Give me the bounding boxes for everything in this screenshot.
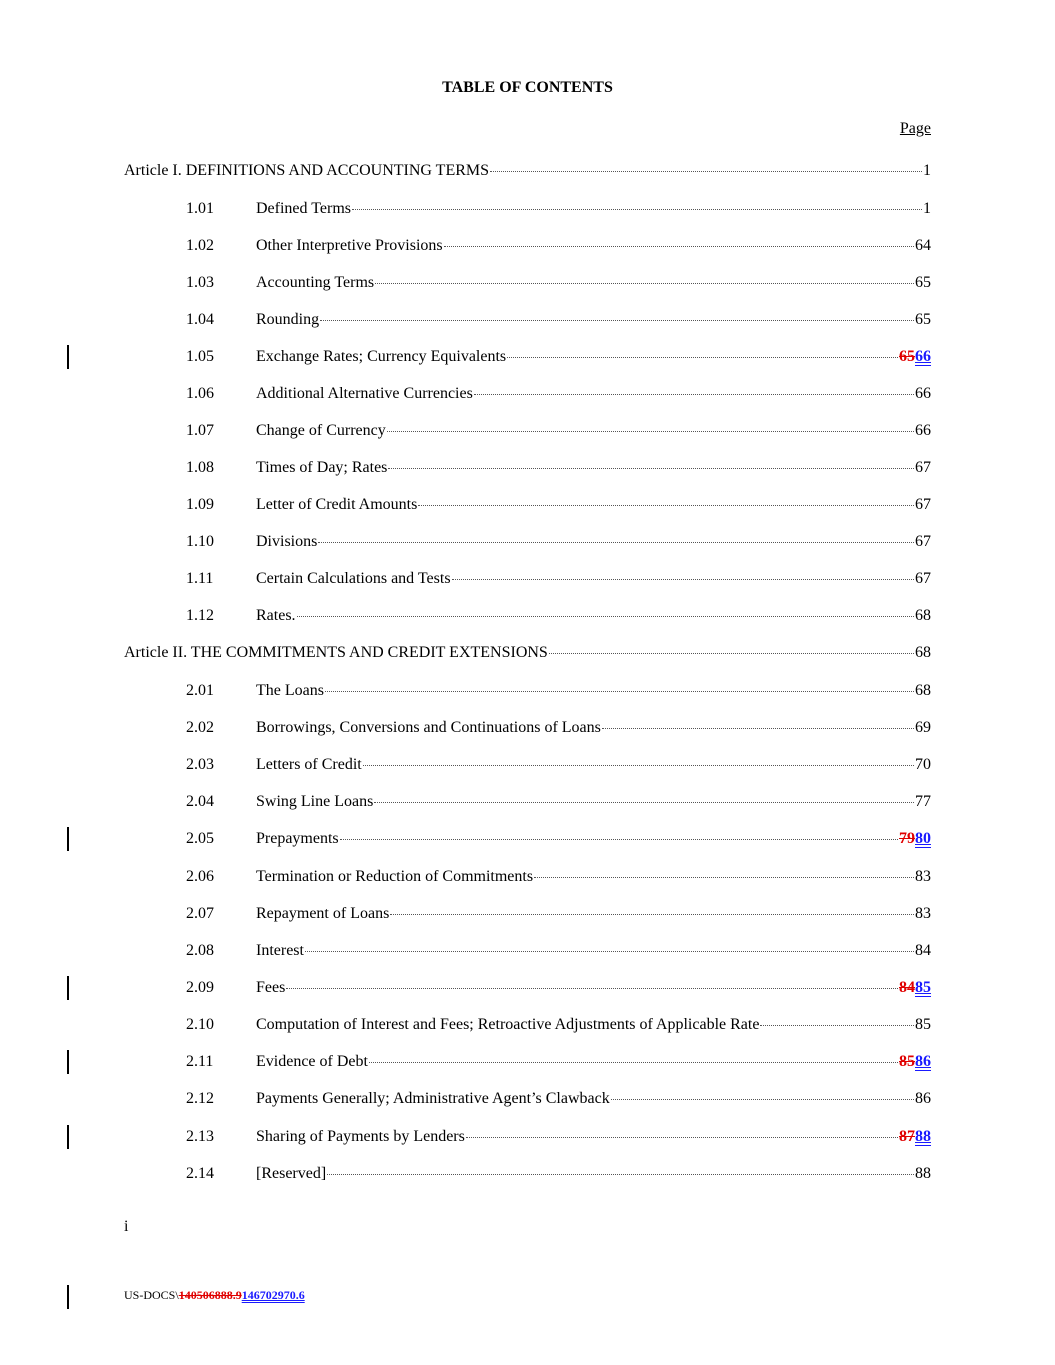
toc-section-entry[interactable] bbox=[0, 383, 1055, 405]
toc-section-entry[interactable] bbox=[0, 1163, 1055, 1185]
section-number: 1.07 bbox=[186, 422, 214, 439]
page-number: 69 bbox=[915, 719, 931, 736]
page-number: 64 bbox=[915, 237, 931, 254]
toc-section-entry[interactable] bbox=[0, 1051, 1055, 1073]
toc-entry-line bbox=[256, 1126, 931, 1148]
entry-title: Article II. THE COMMITMENTS AND CREDIT EXTENSIONS bbox=[124, 644, 548, 661]
page-number: 67 bbox=[915, 496, 931, 513]
page-number: 68 bbox=[915, 644, 931, 661]
entry-title: Interest bbox=[256, 942, 304, 959]
page-number: 67 bbox=[915, 459, 931, 476]
section-number: 1.09 bbox=[186, 496, 214, 513]
toc-entry-line bbox=[256, 940, 931, 962]
toc-article-entry[interactable] bbox=[0, 160, 1055, 182]
toc-section-entry[interactable] bbox=[0, 977, 1055, 999]
section-number: 1.04 bbox=[186, 311, 214, 328]
page-number: 83 bbox=[915, 905, 931, 922]
dot-leader bbox=[490, 171, 922, 172]
entry-title: Rates. bbox=[256, 607, 296, 624]
toc-article-entry[interactable] bbox=[0, 642, 1055, 664]
entry-title: Accounting Terms bbox=[256, 274, 375, 291]
dot-leader bbox=[340, 839, 898, 840]
section-number: 2.05 bbox=[186, 830, 214, 847]
entry-title: Letters of Credit bbox=[256, 756, 362, 773]
dot-leader bbox=[507, 357, 898, 358]
toc-entry-line bbox=[256, 272, 931, 294]
page-number: 66 bbox=[915, 422, 931, 439]
section-number: 2.08 bbox=[186, 942, 214, 959]
toc-section-entry[interactable] bbox=[0, 420, 1055, 442]
toc-section-entry[interactable] bbox=[0, 531, 1055, 553]
toc-section-entry[interactable] bbox=[0, 309, 1055, 331]
entry-title: Computation of Interest and Fees; Retroactive Adjustments of Applicable Rate bbox=[256, 1016, 760, 1033]
toc-entry-line bbox=[256, 1163, 931, 1185]
toc-entry-line bbox=[256, 1014, 931, 1036]
toc-section-entry[interactable] bbox=[0, 272, 1055, 294]
toc-entry-line bbox=[256, 717, 931, 739]
page-number: 65 bbox=[915, 311, 931, 328]
page-number: 1 bbox=[923, 162, 931, 179]
toc-entry-line bbox=[256, 828, 931, 850]
dot-leader bbox=[418, 505, 914, 506]
entry-title: Letter of Credit Amounts bbox=[256, 496, 418, 513]
section-number: 2.12 bbox=[186, 1090, 214, 1107]
toc-entry-line bbox=[256, 903, 931, 925]
change-bar bbox=[67, 1050, 69, 1074]
toc-section-entry[interactable] bbox=[0, 754, 1055, 776]
dot-leader bbox=[320, 320, 914, 321]
section-number: 1.10 bbox=[186, 533, 214, 550]
dot-leader bbox=[549, 653, 914, 654]
toc-section-entry[interactable] bbox=[0, 494, 1055, 516]
toc-section-entry[interactable] bbox=[0, 680, 1055, 702]
entry-title: [Reserved] bbox=[256, 1165, 327, 1182]
toc-entry-line bbox=[256, 420, 931, 442]
page-number bbox=[899, 346, 931, 368]
document-footer bbox=[124, 1288, 305, 1303]
toc-entry-line bbox=[256, 309, 931, 331]
dot-leader bbox=[305, 951, 914, 952]
dot-leader bbox=[374, 802, 914, 803]
section-number: 2.04 bbox=[186, 793, 214, 810]
entry-title: Defined Terms bbox=[256, 200, 351, 217]
section-number: 1.06 bbox=[186, 385, 214, 402]
toc-section-entry[interactable] bbox=[0, 1014, 1055, 1036]
dot-leader bbox=[534, 877, 914, 878]
deleted-page-number: 84 bbox=[899, 979, 915, 996]
dot-leader bbox=[474, 394, 914, 395]
page-number: 65 bbox=[915, 274, 931, 291]
section-number: 2.02 bbox=[186, 719, 214, 736]
dot-leader bbox=[388, 468, 914, 469]
dot-leader bbox=[390, 914, 914, 915]
toc-entry-line bbox=[256, 791, 931, 813]
footer-deleted-id: 140506888.9 bbox=[178, 1288, 242, 1302]
toc-section-entry[interactable] bbox=[0, 605, 1055, 627]
section-number: 2.10 bbox=[186, 1016, 214, 1033]
dot-leader bbox=[286, 988, 898, 989]
entry-title: Termination or Reduction of Commitments bbox=[256, 868, 534, 885]
toc-entry-line bbox=[256, 1088, 931, 1110]
dot-leader bbox=[297, 616, 914, 617]
toc-section-entry[interactable] bbox=[0, 1088, 1055, 1110]
entry-title: Evidence of Debt bbox=[256, 1053, 368, 1070]
dot-leader bbox=[318, 542, 914, 543]
entry-title: Payments Generally; Administrative Agent’s Clawback bbox=[256, 1090, 610, 1107]
entry-title: Repayment of Loans bbox=[256, 905, 390, 922]
entry-title: Times of Day; Rates bbox=[256, 459, 388, 476]
page-number: 66 bbox=[915, 385, 931, 402]
page-title: TABLE OF CONTENTS bbox=[442, 79, 613, 96]
entry-title: Other Interpretive Provisions bbox=[256, 237, 443, 254]
page-number: 84 bbox=[915, 942, 931, 959]
toc-section-entry[interactable] bbox=[0, 346, 1055, 368]
toc-entry-line bbox=[256, 754, 931, 776]
entry-title: Prepayments bbox=[256, 830, 339, 847]
footer-doc-prefix: US-DOCS\ bbox=[124, 1288, 179, 1302]
toc-section-entry[interactable] bbox=[0, 198, 1055, 220]
dot-leader bbox=[352, 209, 922, 210]
entry-title: Sharing of Payments by Lenders bbox=[256, 1128, 465, 1145]
page-number: 86 bbox=[915, 1090, 931, 1107]
page-number bbox=[899, 1051, 931, 1073]
page-number bbox=[899, 1126, 931, 1148]
toc-entry-line bbox=[256, 235, 931, 257]
section-number: 2.01 bbox=[186, 682, 214, 699]
page-number: 88 bbox=[915, 1165, 931, 1182]
deleted-page-number: 79 bbox=[899, 830, 915, 847]
inserted-page-number: 86 bbox=[915, 1053, 931, 1070]
dot-leader bbox=[375, 283, 914, 284]
dot-leader bbox=[363, 765, 914, 766]
page-number: 83 bbox=[915, 868, 931, 885]
inserted-page-number: 80 bbox=[915, 830, 931, 847]
entry-title: Article I. DEFINITIONS AND ACCOUNTING TERMS bbox=[124, 162, 490, 179]
dot-leader bbox=[602, 728, 914, 729]
footer-inserted-id: 146702970.6 bbox=[241, 1288, 305, 1302]
section-number: 1.03 bbox=[186, 274, 214, 291]
change-bar bbox=[67, 1125, 69, 1149]
dot-leader bbox=[387, 431, 914, 432]
entry-title: Rounding bbox=[256, 311, 320, 328]
section-number: 1.11 bbox=[186, 570, 214, 587]
deleted-page-number: 85 bbox=[899, 1053, 915, 1070]
entry-title: The Loans bbox=[256, 682, 324, 699]
section-number: 1.08 bbox=[186, 459, 214, 476]
toc-section-entry[interactable] bbox=[0, 828, 1055, 850]
dot-leader bbox=[760, 1025, 914, 1026]
change-bar bbox=[67, 1285, 69, 1309]
section-number: 2.13 bbox=[186, 1128, 214, 1145]
toc-entry-line bbox=[256, 346, 931, 368]
toc-section-entry[interactable] bbox=[0, 903, 1055, 925]
entry-title: Divisions bbox=[256, 533, 318, 550]
toc-section-entry[interactable] bbox=[0, 940, 1055, 962]
page-number: 85 bbox=[915, 1016, 931, 1033]
section-number: 1.12 bbox=[186, 607, 214, 624]
entry-title: Borrowings, Conversions and Continuations of Loans bbox=[256, 719, 601, 736]
page-number: 68 bbox=[915, 607, 931, 624]
deleted-page-number: 87 bbox=[899, 1128, 915, 1145]
page-column-header: Page bbox=[899, 120, 931, 137]
page-number: 67 bbox=[915, 533, 931, 550]
entry-title: Certain Calculations and Tests bbox=[256, 570, 451, 587]
toc-section-entry[interactable] bbox=[0, 235, 1055, 257]
dot-leader bbox=[444, 246, 914, 247]
entry-title: Change of Currency bbox=[256, 422, 386, 439]
section-number: 1.05 bbox=[186, 348, 214, 365]
toc-section-entry[interactable] bbox=[0, 457, 1055, 479]
deleted-page-number: 65 bbox=[899, 348, 915, 365]
section-number: 2.03 bbox=[186, 756, 214, 773]
toc-section-entry[interactable] bbox=[0, 568, 1055, 590]
page-number: 67 bbox=[915, 570, 931, 587]
inserted-page-number: 66 bbox=[915, 348, 931, 365]
page-number: 70 bbox=[915, 756, 931, 773]
inserted-page-number: 88 bbox=[915, 1128, 931, 1145]
toc-entry-line bbox=[256, 568, 931, 590]
toc-entry-line bbox=[256, 680, 931, 702]
page-number: 1 bbox=[923, 200, 931, 217]
change-bar bbox=[67, 976, 69, 1000]
page-number bbox=[899, 977, 931, 999]
section-number: 1.02 bbox=[186, 237, 214, 254]
change-bar bbox=[67, 827, 69, 851]
dot-leader bbox=[369, 1062, 898, 1063]
page-folio: i bbox=[124, 1218, 129, 1235]
entry-title: Exchange Rates; Currency Equivalents bbox=[256, 348, 507, 365]
change-bar bbox=[67, 345, 69, 369]
toc-entry-line bbox=[256, 531, 931, 553]
section-number: 2.06 bbox=[186, 868, 214, 885]
section-number: 2.09 bbox=[186, 979, 214, 996]
toc-entry-line bbox=[256, 866, 931, 888]
dot-leader bbox=[466, 1137, 898, 1138]
page-number: 77 bbox=[915, 793, 931, 810]
toc-entry-line bbox=[124, 160, 931, 182]
section-number: 2.07 bbox=[186, 905, 214, 922]
toc-section-entry[interactable] bbox=[0, 717, 1055, 739]
entry-title: Additional Alternative Currencies bbox=[256, 385, 473, 402]
dot-leader bbox=[325, 691, 914, 692]
page-number bbox=[899, 828, 931, 850]
toc-section-entry[interactable] bbox=[0, 1126, 1055, 1148]
toc-entry-line bbox=[256, 977, 931, 999]
toc-entry-line bbox=[256, 1051, 931, 1073]
inserted-page-number: 85 bbox=[915, 979, 931, 996]
section-number: 1.01 bbox=[186, 200, 214, 217]
dot-leader bbox=[611, 1099, 914, 1100]
toc-entry-line bbox=[256, 605, 931, 627]
toc-entry-line bbox=[256, 383, 931, 405]
toc-entry-line bbox=[256, 198, 931, 220]
dot-leader bbox=[452, 579, 914, 580]
toc-entry-line bbox=[256, 494, 931, 516]
entry-title: Fees bbox=[256, 979, 286, 996]
entry-title: Swing Line Loans bbox=[256, 793, 374, 810]
section-number: 2.11 bbox=[186, 1053, 214, 1070]
toc-entry-line bbox=[124, 642, 931, 664]
toc-section-entry[interactable] bbox=[0, 791, 1055, 813]
dot-leader bbox=[327, 1174, 914, 1175]
toc-entry-line bbox=[256, 457, 931, 479]
section-number: 2.14 bbox=[186, 1165, 214, 1182]
page-number: 68 bbox=[915, 682, 931, 699]
toc-section-entry[interactable] bbox=[0, 866, 1055, 888]
